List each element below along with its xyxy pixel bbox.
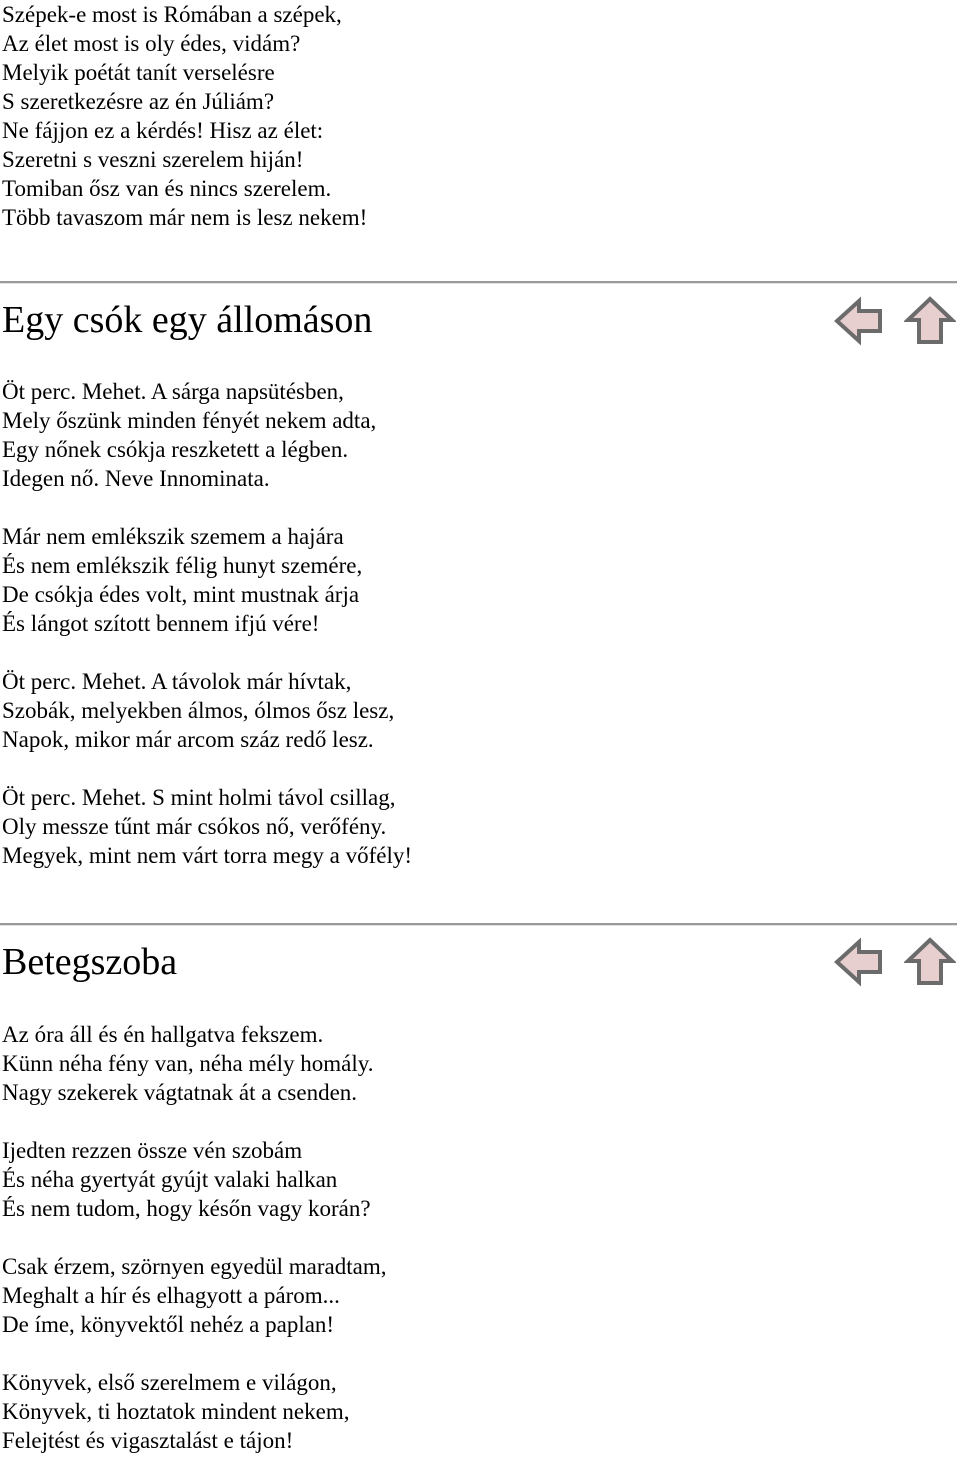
previous-button[interactable] xyxy=(834,296,886,346)
poem-line: Napok, mikor már arcom száz redő lesz. xyxy=(2,727,374,752)
stanza xyxy=(0,1020,386,1107)
poem-line: Könyvek, ti hoztatok mindent nekem, xyxy=(2,1399,350,1424)
poem-line: Nagy szekerek vágtatnak át a csenden. xyxy=(2,1080,358,1105)
poem-line: Ne fájjon ez a kérdés! Hisz az élet: xyxy=(2,118,324,143)
arrow-up-icon xyxy=(904,296,956,346)
poem-line: Több tavaszom már nem is lesz nekem! xyxy=(2,205,368,230)
poem-line: Felejtést és vigasztalást e tájon! xyxy=(2,1428,294,1453)
stanza xyxy=(0,1136,386,1223)
stanza xyxy=(0,522,412,638)
poem-line: Melyik poétát tanít verselésre xyxy=(2,60,275,85)
up-button[interactable] xyxy=(904,937,956,987)
poem-line: Szépek-e most is Rómában a szépek, xyxy=(2,2,342,27)
poem-line: Szeretni s veszni szerelem hiján! xyxy=(2,147,304,172)
poem-line: Megyek, mint nem várt torra megy a vőfély! xyxy=(2,843,413,868)
poem-line: És lángot szított bennem ifjú vére! xyxy=(2,611,320,636)
poem-line: De íme, könyvektől nehéz a paplan! xyxy=(2,1312,335,1337)
up-button[interactable] xyxy=(904,296,956,346)
poem-line: Öt perc. Mehet. S mint holmi távol csillag, xyxy=(2,785,396,810)
poem-line: S szeretkezésre az én Júliám? xyxy=(2,89,275,114)
poem-title: Egy csók egy állomáson xyxy=(2,299,373,341)
arrow-left-icon xyxy=(834,296,886,346)
poem-body xyxy=(0,1020,386,1455)
poem-line: Öt perc. Mehet. A sárga napsütésben, xyxy=(2,379,344,404)
poem-nav xyxy=(834,937,959,987)
arrow-left-icon xyxy=(834,937,886,987)
poem-line: És néha gyertyát gyújt valaki halkan xyxy=(2,1167,338,1192)
intro-stanza xyxy=(0,0,367,232)
poem-line: Öt perc. Mehet. A távolok már hívtak, xyxy=(2,669,352,694)
poem-line: És nem emlékszik félig hunyt szemére, xyxy=(2,553,363,578)
poem-line: De csókja édes volt, mint mustnak árja xyxy=(2,582,360,607)
previous-button[interactable] xyxy=(834,937,886,987)
section-divider xyxy=(0,923,957,926)
poem-line: Idegen nő. Neve Innominata. xyxy=(2,466,270,491)
poem-line: És nem tudom, hogy későn vagy korán? xyxy=(2,1196,371,1221)
poem-line: Mely őszünk minden fényét nekem adta, xyxy=(2,408,377,433)
poem-line: Az óra áll és én hallgatva fekszem. xyxy=(2,1022,324,1047)
poem-line: Szobák, melyekben álmos, ólmos ősz lesz, xyxy=(2,698,395,723)
stanza xyxy=(0,377,412,493)
poem-body xyxy=(0,377,412,870)
section-divider xyxy=(0,281,957,284)
poem-line: Oly messze tűnt már csókos nő, verőfény. xyxy=(2,814,387,839)
poem-line: Ijedten rezzen össze vén szobám xyxy=(2,1138,303,1163)
poem-line: Meghalt a hír és elhagyott a párom... xyxy=(2,1283,340,1308)
stanza xyxy=(0,1252,386,1339)
stanza xyxy=(0,667,412,754)
poem-line: Künn néha fény van, néha mély homály. xyxy=(2,1051,374,1076)
poem-line: Tomiban ősz van és nincs szerelem. xyxy=(2,176,332,201)
poem-line: Az élet most is oly édes, vidám? xyxy=(2,31,301,56)
stanza xyxy=(0,1368,386,1455)
arrow-up-icon xyxy=(904,937,956,987)
poem-line: Csak érzem, szörnyen egyedül maradtam, xyxy=(2,1254,387,1279)
poem-line: Már nem emlékszik szemem a hajára xyxy=(2,524,344,549)
poem-line: Könyvek, első szerelmem e világon, xyxy=(2,1370,337,1395)
stanza xyxy=(0,783,412,870)
poem-nav xyxy=(834,296,959,346)
poem-line: Egy nőnek csókja reszketett a légben. xyxy=(2,437,349,462)
poem-title: Betegszoba xyxy=(2,941,178,983)
